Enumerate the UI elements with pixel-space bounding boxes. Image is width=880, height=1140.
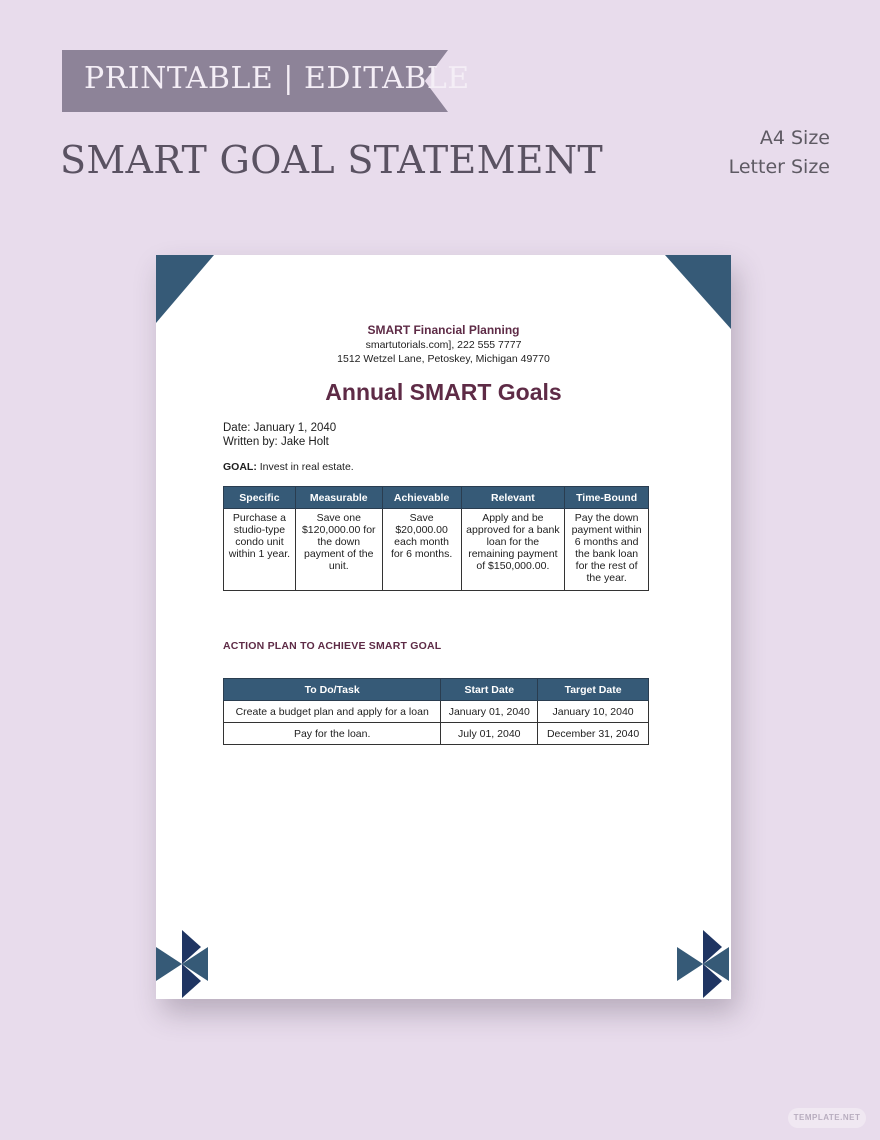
contact-line: smartutorials.com], 222 555 7777 bbox=[365, 339, 522, 351]
smart-header-row bbox=[224, 487, 649, 509]
cell-time-bound: Pay the down payment within 6 months and the bank loan for the rest of the year. bbox=[565, 509, 649, 591]
address-line: 1512 Wetzel Lane, Petoskey, Michigan 49770 bbox=[337, 353, 550, 365]
size-letter: Letter Size bbox=[728, 156, 830, 178]
header-specific: Specific bbox=[224, 487, 296, 509]
document-title: Annual SMART Goals bbox=[325, 379, 562, 405]
action-plan-heading: ACTION PLAN TO ACHIEVE SMART GOAL bbox=[223, 640, 442, 652]
cell-specific: Purchase a studio-type condo unit within 1 year. bbox=[224, 509, 296, 591]
header-achievable: Achievable bbox=[382, 487, 461, 509]
task-cell: Pay for the loan. bbox=[224, 723, 441, 745]
cell-achievable: Save $20,000.00 each month for 6 months. bbox=[382, 509, 461, 591]
plan-header-row bbox=[224, 679, 649, 701]
main-title: SMART GOAL STATEMENT bbox=[60, 138, 604, 182]
goal-label: GOAL: bbox=[223, 461, 257, 473]
cell-relevant: Apply and be approved for a bank loan for the remaining payment of $150,000.00. bbox=[461, 509, 565, 591]
size-options bbox=[729, 124, 830, 182]
table-row bbox=[224, 701, 649, 723]
bowtie-ornament-bottom-right-icon bbox=[675, 930, 731, 999]
watermark-badge: TEMPLATE.NET bbox=[788, 1108, 866, 1128]
header-task: To Do/Task bbox=[224, 679, 441, 701]
corner-triangle-top-left-icon bbox=[156, 255, 216, 325]
goal-statement bbox=[223, 461, 354, 473]
bowtie-ornament-bottom-left-icon bbox=[156, 930, 216, 999]
smart-table bbox=[223, 486, 649, 591]
ribbon-text: PRINTABLE | EDITABLE bbox=[84, 61, 470, 96]
table-row bbox=[224, 723, 649, 745]
table-row bbox=[224, 509, 649, 591]
author-line: Written by: Jake Holt bbox=[223, 436, 329, 448]
target-date-cell: December 31, 2040 bbox=[538, 723, 649, 745]
header-time-bound: Time-Bound bbox=[565, 487, 649, 509]
header-start-date: Start Date bbox=[441, 679, 538, 701]
header-target-date: Target Date bbox=[538, 679, 649, 701]
corner-triangle-top-right-icon bbox=[665, 255, 731, 331]
org-name: SMART Financial Planning bbox=[367, 323, 520, 337]
start-date-cell: July 01, 2040 bbox=[441, 723, 538, 745]
document-page bbox=[156, 255, 731, 999]
size-a4: A4 Size bbox=[759, 127, 830, 149]
header-relevant: Relevant bbox=[461, 487, 565, 509]
date-line: Date: January 1, 2040 bbox=[223, 422, 337, 434]
action-plan-table bbox=[223, 678, 649, 745]
header-measurable: Measurable bbox=[295, 487, 382, 509]
target-date-cell: January 10, 2040 bbox=[538, 701, 649, 723]
goal-text: Invest in real estate. bbox=[259, 461, 354, 473]
task-cell: Create a budget plan and apply for a loan bbox=[224, 701, 441, 723]
cell-measurable: Save one $120,000.00 for the down payment of the unit. bbox=[295, 509, 382, 591]
start-date-cell: January 01, 2040 bbox=[441, 701, 538, 723]
